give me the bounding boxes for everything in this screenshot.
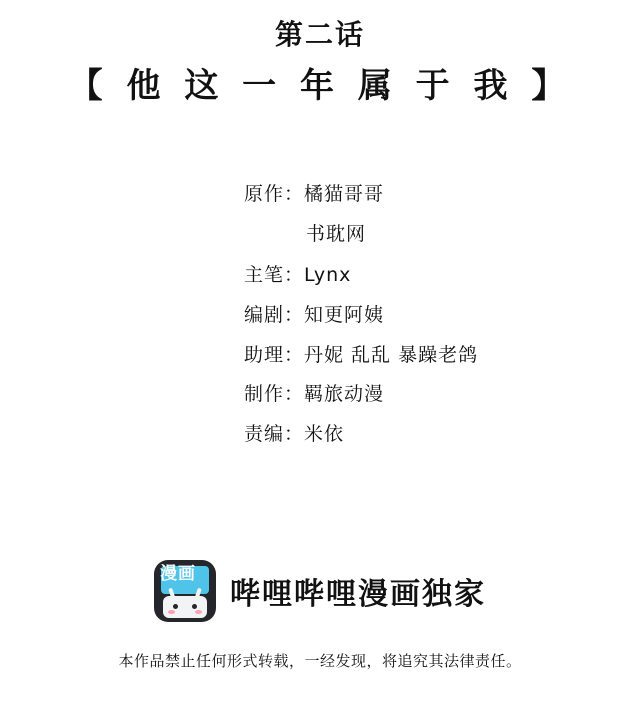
credit-value: 橘猫哥哥: [304, 183, 385, 205]
brand-name: 哔哩哔哩漫画独家: [230, 577, 486, 612]
brand-row: [0, 560, 640, 622]
credit-role: 编剧：: [244, 303, 305, 326]
credit-role: 责编：: [244, 422, 305, 445]
credit-value: 知更阿姨: [304, 303, 385, 326]
credit-row: [244, 422, 584, 448]
credit-role: 制作：: [244, 383, 305, 406]
credit-row: [244, 222, 584, 248]
credit-role: 原作：: [244, 183, 305, 205]
footer-branding: [0, 560, 640, 622]
credit-value: 丹妮 乱乱 暴躁老鸽: [304, 343, 479, 366]
credits-list: [244, 182, 584, 461]
logo-blush-left: [168, 610, 175, 614]
logo-eye-left: [173, 604, 178, 609]
logo-body-shape: [163, 596, 207, 618]
credit-role: 助理：: [244, 343, 305, 366]
credit-row: [244, 263, 584, 289]
logo-blush-right: [195, 610, 202, 614]
credit-row: [244, 182, 584, 208]
credit-value: Lynx: [304, 264, 352, 287]
credit-value: 米依: [304, 422, 345, 445]
credit-value: 书耽网: [306, 222, 367, 245]
credit-value: 羁旅动漫: [304, 383, 385, 406]
chapter-label: 第二话: [274, 18, 365, 51]
logo-screen-text: 漫画: [160, 564, 196, 584]
credit-row: [244, 343, 584, 369]
credit-row: [244, 303, 584, 329]
credit-role: 主笔：: [244, 264, 305, 287]
legal-notice: 本作品禁止任何形式转载，一经发现，将追究其法律责任。: [118, 652, 522, 670]
credit-row: [244, 382, 584, 408]
logo-eye-right: [192, 604, 197, 609]
page-title: 【 他 这 一 年 属 于 我 】: [68, 66, 572, 106]
bilibili-manga-logo-icon: [154, 560, 216, 622]
